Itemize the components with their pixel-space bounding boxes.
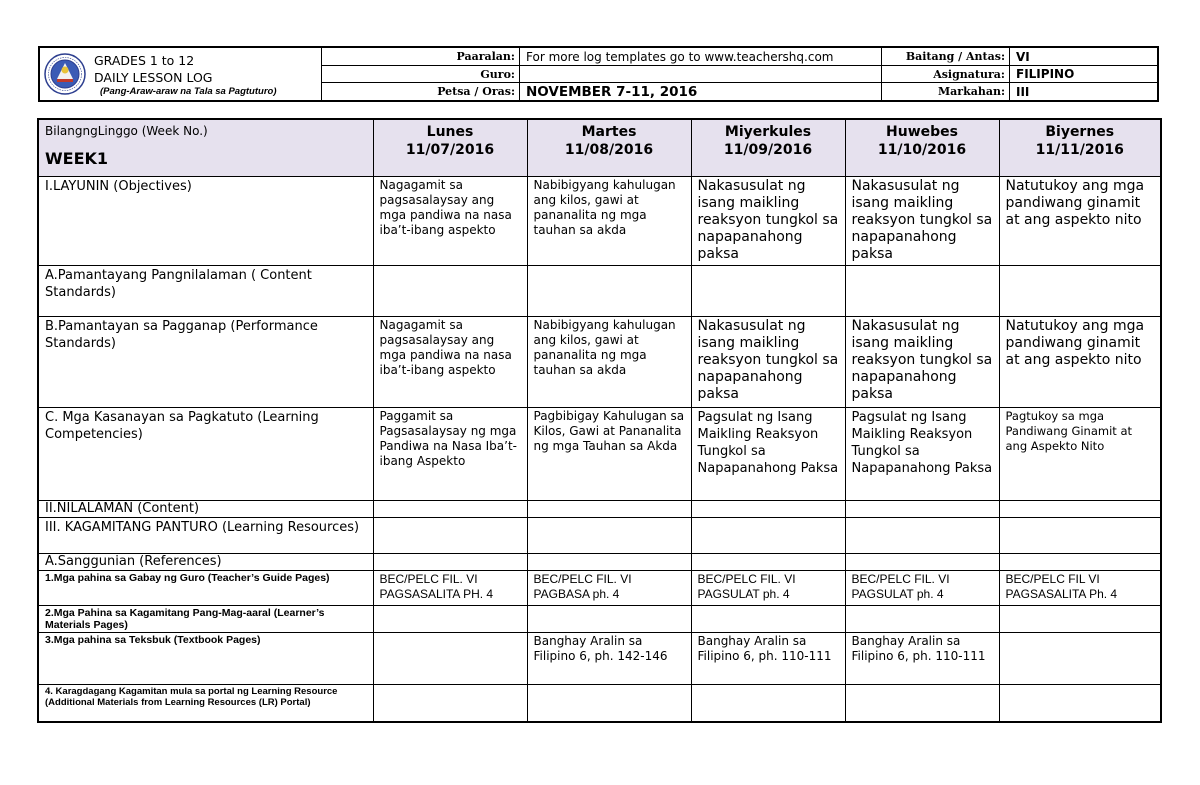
- cell-content-standards-martes: [527, 265, 691, 316]
- guro-value: [520, 66, 882, 82]
- header-row-paaralan: [322, 48, 1157, 66]
- day-header-huwebes: [845, 119, 999, 176]
- header-row-guro: [322, 66, 1157, 83]
- week-cell: [38, 119, 373, 176]
- table-header-row: [38, 119, 1161, 176]
- cell-performance-martes: Nabibigyang kahulugan ang kilos, gawi at pananalita ng mga tauhan sa akda: [527, 316, 691, 407]
- row-label-learners-materials: 2.Mga Pahina sa Kagamitang Pang-Mag-aaral (Learner’s Materials Pages): [38, 605, 373, 632]
- day-name: Miyerkules: [724, 124, 812, 140]
- table-row-performance-standards: [38, 316, 1161, 407]
- row-label-lr-portal: 4. Karagdagang Kagamitan mula sa portal ng Learning Resource (Additional Materials from Learning Resources (LR) Portal): [38, 684, 373, 722]
- cell-kagamitang-huwebes: [845, 517, 999, 553]
- dll-header: [38, 46, 1159, 102]
- row-label-textbook: 3.Mga pahina sa Teksbuk (Textbook Pages): [38, 632, 373, 684]
- week-value: WEEK1: [45, 149, 109, 168]
- cell-sanggunian-miyerkules: [691, 553, 845, 570]
- table-row-learners-materials: [38, 605, 1161, 632]
- cell-lr-huwebes: [845, 684, 999, 722]
- row-label-teachers-guide: 1.Mga pahina sa Gabay ng Guro (Teacher’s Guide Pages): [38, 570, 373, 605]
- cell-content-standards-miyerkules: [691, 265, 845, 316]
- table-row-sanggunian: [38, 553, 1161, 570]
- table-row-nilalaman: [38, 500, 1161, 517]
- header-row-petsa: [322, 83, 1157, 100]
- day-name: Lunes: [426, 124, 474, 140]
- title-grades: GRADES 1 to 12: [94, 53, 195, 68]
- petsa-label: Petsa / Oras:: [322, 83, 520, 100]
- cell-nilalaman-martes: [527, 500, 691, 517]
- baitang-value: VI: [1016, 49, 1030, 64]
- day-date: 11/08/2016: [564, 142, 654, 158]
- day-header-miyerkules: [691, 119, 845, 176]
- cell-layunin-martes: Nabibigyang kahulugan ang kilos, gawi at pananalita ng mga tauhan sa akda: [527, 176, 691, 265]
- markahan-value: III: [1016, 84, 1030, 99]
- cell-competencies-huwebes: Pagsulat ng Isang Maikling Reaksyon Tungkol sa Napapanahong Paksa: [845, 407, 999, 500]
- cell-nilalaman-lunes: [373, 500, 527, 517]
- cell-kagamitang-lunes: [373, 517, 527, 553]
- cell-lm-martes: [527, 605, 691, 632]
- cell-competencies-lunes: Paggamit sa Pagsasalaysay ng mga Pandiwa na Nasa Iba’t-ibang Aspekto: [373, 407, 527, 500]
- lesson-log-table: [37, 118, 1162, 723]
- baitang-label: Baitang / Antas:: [882, 48, 1010, 65]
- row-label-kagamitang-panturo: III. KAGAMITANG PANTURO (Learning Resources): [38, 517, 373, 553]
- cell-textbook-martes: Banghay Aralin sa Filipino 6, ph. 142-146: [527, 632, 691, 684]
- cell-competencies-martes: Pagbibigay Kahulugan sa Kilos, Gawi at Pananalita ng mga Tauhan sa Akda: [527, 407, 691, 500]
- day-date: 11/07/2016: [405, 142, 495, 158]
- petsa-value: NOVEMBER 7-11, 2016: [520, 83, 882, 100]
- cell-sanggunian-biyernes: [999, 553, 1161, 570]
- day-date: 11/09/2016: [723, 142, 813, 158]
- cell-layunin-huwebes: Nakasusulat ng isang maikling reaksyon tungkol sa napapanahong paksa: [845, 176, 999, 265]
- title-subtitle: (Pang-Araw-araw na Tala sa Pagtuturo): [100, 86, 277, 97]
- cell-layunin-lunes: Nagagamit sa pagsasalaysay ang mga pandiwa na nasa iba’t-ibang aspekto: [373, 176, 527, 265]
- cell-competencies-biyernes: Pagtukoy sa mga Pandiwang Ginamit at ang Aspekto Nito: [999, 407, 1161, 500]
- cell-nilalaman-huwebes: [845, 500, 999, 517]
- cell-layunin-miyerkules: Nakasusulat ng isang maikling reaksyon tungkol sa napapanahong paksa: [691, 176, 845, 265]
- cell-textbook-miyerkules: Banghay Aralin sa Filipino 6, ph. 110-111: [691, 632, 845, 684]
- cell-nilalaman-miyerkules: [691, 500, 845, 517]
- day-header-biyernes: [999, 119, 1161, 176]
- row-label-competencies: C. Mga Kasanayan sa Pagkatuto (Learning Competencies): [38, 407, 373, 500]
- cell-lm-huwebes: [845, 605, 999, 632]
- week-label: BilangngLinggo (Week No.): [45, 124, 208, 138]
- day-name: Martes: [581, 124, 637, 140]
- day-date: 11/11/2016: [1035, 142, 1124, 158]
- day-header-lunes: [373, 119, 527, 176]
- guro-label: Guro:: [322, 66, 520, 82]
- cell-lr-lunes: [373, 684, 527, 722]
- cell-kagamitang-martes: [527, 517, 691, 553]
- cell-guide-lunes: BEC/PELC FIL. VI PAGSASALITA PH. 4: [373, 570, 527, 605]
- paaralan-value: For more log templates go to www.teachershq.com: [520, 48, 882, 65]
- day-name: Huwebes: [886, 124, 958, 140]
- table-row-lr-portal: [38, 684, 1161, 722]
- day-name: Biyernes: [1045, 124, 1115, 140]
- day-header-martes: [527, 119, 691, 176]
- cell-performance-biyernes: Natutukoy ang mga pandiwang ginamit at ang aspekto nito: [999, 316, 1161, 407]
- cell-lm-lunes: [373, 605, 527, 632]
- cell-lm-miyerkules: [691, 605, 845, 632]
- table-row-teachers-guide: [38, 570, 1161, 605]
- cell-guide-miyerkules: BEC/PELC FIL. VI PAGSULAT ph. 4: [691, 570, 845, 605]
- cell-lr-biyernes: [999, 684, 1161, 722]
- cell-lm-biyernes: [999, 605, 1161, 632]
- table-row-kagamitang-panturo: [38, 517, 1161, 553]
- row-label-nilalaman: II.NILALAMAN (Content): [38, 500, 373, 517]
- cell-nilalaman-biyernes: [999, 500, 1161, 517]
- cell-textbook-lunes: [373, 632, 527, 684]
- row-label-sanggunian: A.Sanggunian (References): [38, 553, 373, 570]
- cell-kagamitang-biyernes: [999, 517, 1161, 553]
- cell-competencies-miyerkules: Pagsulat ng Isang Maikling Reaksyon Tungkol sa Napapanahong Paksa: [691, 407, 845, 500]
- cell-sanggunian-martes: [527, 553, 691, 570]
- title-dll: DAILY LESSON LOG: [94, 70, 213, 85]
- cell-kagamitang-miyerkules: [691, 517, 845, 553]
- row-label-content-standards: A.Pamantayang Pangnilalaman ( Content Standards): [38, 265, 373, 316]
- table-row-layunin: [38, 176, 1161, 265]
- cell-layunin-biyernes: Natutukoy ang mga pandiwang ginamit at ang aspekto nito: [999, 176, 1161, 265]
- cell-sanggunian-lunes: [373, 553, 527, 570]
- table-row-competencies: [38, 407, 1161, 500]
- cell-guide-biyernes: BEC/PELC FIL VI PAGSASALITA Ph. 4: [999, 570, 1161, 605]
- row-label-performance-standards: B.Pamantayan sa Pagganap (Performance Standards): [38, 316, 373, 407]
- cell-textbook-biyernes: [999, 632, 1161, 684]
- cell-lr-martes: [527, 684, 691, 722]
- cell-guide-martes: BEC/PELC FIL. VI PAGBASA ph. 4: [527, 570, 691, 605]
- cell-performance-lunes: Nagagamit sa pagsasalaysay ang mga pandiwa na nasa iba’t-ibang aspekto: [373, 316, 527, 407]
- cell-guide-huwebes: BEC/PELC FIL. VI PAGSULAT ph. 4: [845, 570, 999, 605]
- asignatura-label: Asignatura:: [882, 66, 1010, 82]
- table-row-content-standards: [38, 265, 1161, 316]
- paaralan-label: Paaralan:: [322, 48, 520, 65]
- table-row-textbook: [38, 632, 1161, 684]
- cell-textbook-huwebes: Banghay Aralin sa Filipino 6, ph. 110-111: [845, 632, 999, 684]
- cell-sanggunian-huwebes: [845, 553, 999, 570]
- cell-content-standards-huwebes: [845, 265, 999, 316]
- row-label-layunin: I.LAYUNIN (Objectives): [38, 176, 373, 265]
- cell-lr-miyerkules: [691, 684, 845, 722]
- cell-content-standards-biyernes: [999, 265, 1161, 316]
- cell-performance-huwebes: Nakasusulat ng isang maikling reaksyon tungkol sa napapanahong paksa: [845, 316, 999, 407]
- cell-content-standards-lunes: [373, 265, 527, 316]
- cell-performance-miyerkules: Nakasusulat ng isang maikling reaksyon tungkol sa napapanahong paksa: [691, 316, 845, 407]
- asignatura-value: FILIPINO: [1016, 67, 1075, 81]
- deped-seal-icon: [44, 53, 86, 95]
- markahan-label: Markahan:: [882, 83, 1010, 100]
- dll-title-block: [40, 48, 322, 100]
- day-date: 11/10/2016: [877, 142, 967, 158]
